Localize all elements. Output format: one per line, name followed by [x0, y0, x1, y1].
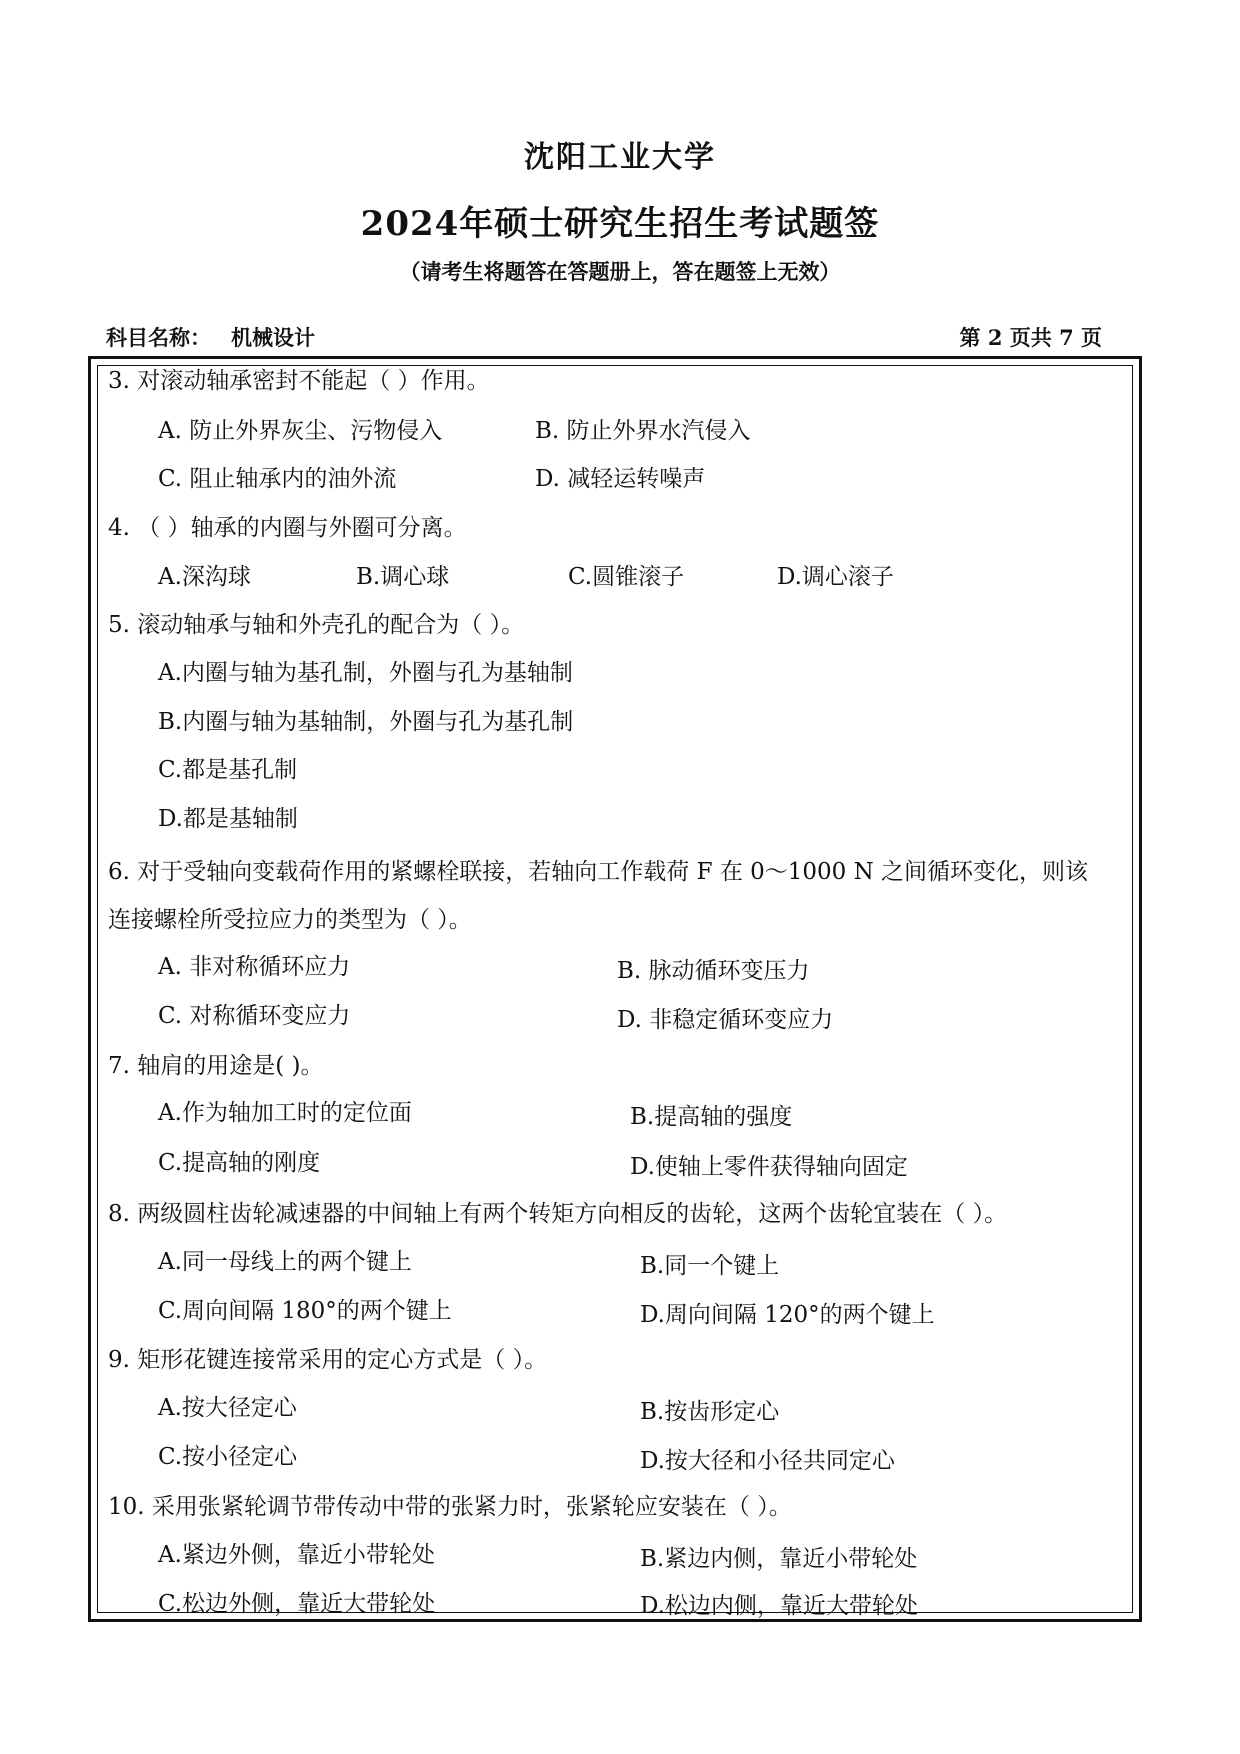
option-c: C.松边外侧，靠近大带轮处: [158, 1591, 436, 1617]
subject-label: 科目名称：: [106, 325, 211, 350]
university-name: 沈阳工业大学: [524, 140, 716, 175]
question-stem: 8. 两级圆柱齿轮减速器的中间轴上有两个转矩方向相反的齿轮，这两个齿轮宜装在（ ）。: [108, 1201, 1008, 1227]
option-d: D.松边内侧，靠近大带轮处: [640, 1593, 918, 1619]
question-stem: 7. 轴肩的用途是( )。: [108, 1053, 324, 1079]
option-a: A.紧边外侧，靠近小带轮处: [158, 1542, 435, 1568]
option-d: D. 非稳定循环变应力: [617, 1007, 834, 1033]
option-c: C.圆锥滚子: [568, 564, 685, 590]
option-a: A.按大径定心: [158, 1395, 297, 1421]
option-a: A. 非对称循环应力: [158, 954, 351, 980]
subject-name: 机械设计: [231, 325, 315, 350]
question-stem: 6. 对于受轴向变载荷作用的紧螺栓联接，若轴向工作载荷 F 在 0～1000 N 之间循环变化，则该: [108, 859, 1089, 885]
option-a: A. 防止外界灰尘、污物侵入: [158, 418, 443, 444]
question-stem: 3. 对滚动轴承密封不能起（ ）作用。: [108, 368, 490, 394]
option-b: B.内圈与轴为基轴制，外圈与孔为基孔制: [158, 709, 574, 735]
option-a: A.内圈与轴为基孔制，外圈与孔为基轴制: [158, 660, 573, 686]
option-d: D.都是基轴制: [158, 806, 298, 832]
option-b: B.紧边内侧，靠近小带轮处: [640, 1546, 918, 1572]
question-stem: 4. （ ）轴承的内圈与外圈可分离。: [108, 515, 467, 541]
subject-line: [106, 322, 315, 352]
option-d: D.按大径和小径共同定心: [640, 1448, 895, 1474]
option-a: A.深沟球: [158, 564, 251, 590]
option-b: B.同一个键上: [640, 1253, 780, 1279]
option-c: C.周向间隔 180°的两个键上: [158, 1298, 452, 1324]
exam-title: 2024年硕士研究生招生考试题签: [360, 204, 880, 244]
option-d: D.调心滚子: [777, 564, 894, 590]
option-c: C.都是基孔制: [158, 757, 298, 783]
option-b: B.按齿形定心: [640, 1399, 780, 1425]
option-b: B. 脉动循环变压力: [617, 958, 810, 984]
option-c: C.提高轴的刚度: [158, 1150, 321, 1176]
question-frame-inner: [97, 365, 1133, 1613]
question-stem: 10. 采用张紧轮调节带传动中带的张紧力时，张紧轮应安装在（ ）。: [108, 1494, 792, 1520]
option-d: D. 减轻运转噪声: [535, 466, 706, 492]
option-c: C. 阻止轴承内的油外流: [158, 466, 397, 492]
option-c: C.按小径定心: [158, 1444, 298, 1470]
option-b: B.提高轴的强度: [630, 1104, 793, 1130]
question-stem-continued: 连接螺栓所受拉应力的类型为（ ）。: [108, 907, 472, 933]
option-a: A.作为轴加工时的定位面: [158, 1100, 412, 1126]
option-d: D.使轴上零件获得轴向固定: [630, 1154, 908, 1180]
option-b: B.调心球: [356, 564, 450, 590]
page-indicator: 第 2 页共 7 页: [959, 325, 1102, 350]
exam-notice: （请考生将题答在答题册上，答在题签上无效）: [399, 259, 841, 284]
option-a: A.同一母线上的两个键上: [158, 1249, 412, 1275]
option-b: B. 防止外界水汽侵入: [535, 418, 751, 444]
question-stem: 5. 滚动轴承与轴和外壳孔的配合为（ ）。: [108, 612, 525, 638]
option-d: D.周向间隔 120°的两个键上: [640, 1302, 935, 1328]
question-stem: 9. 矩形花键连接常采用的定心方式是（ ）。: [108, 1347, 548, 1373]
option-c: C. 对称循环变应力: [158, 1003, 351, 1029]
